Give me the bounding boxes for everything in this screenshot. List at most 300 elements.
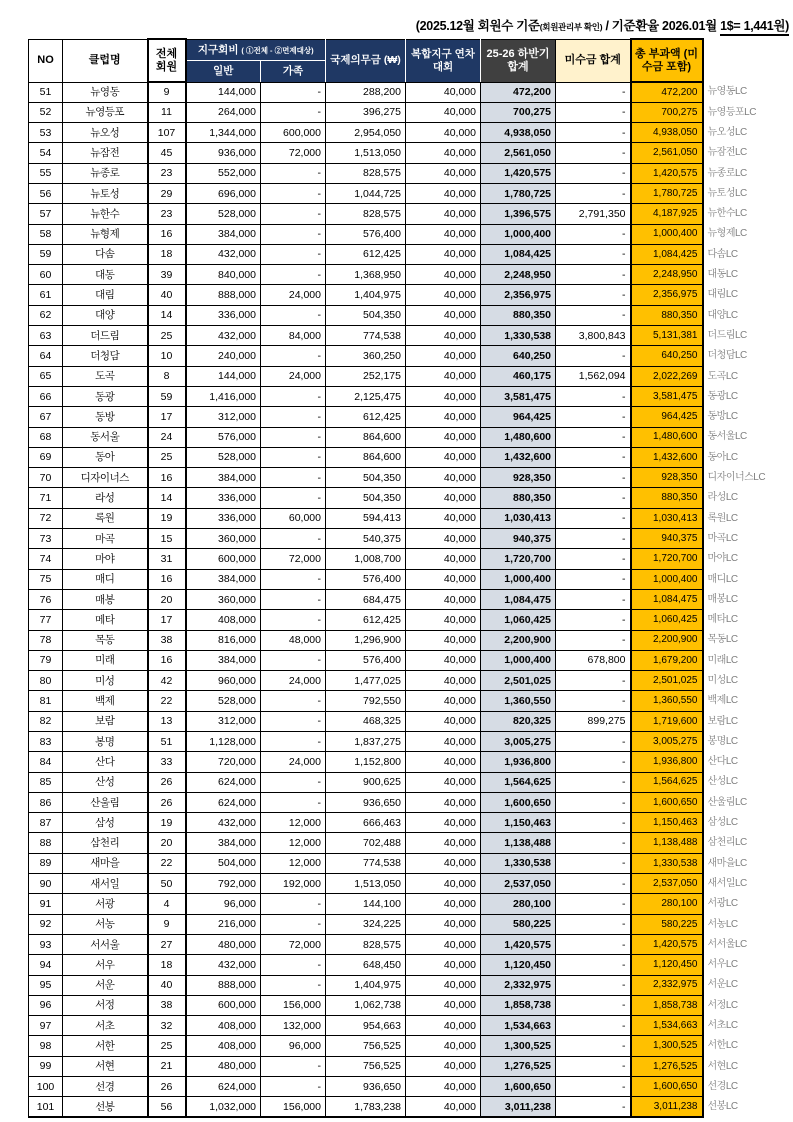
cell-half-total: 280,100 xyxy=(481,894,556,914)
cell-no: 77 xyxy=(29,610,63,630)
cell-receivable: - xyxy=(556,1077,631,1097)
cell-club-label: 목동LC xyxy=(703,630,793,650)
cell-club-name: 서초 xyxy=(63,1016,148,1036)
cell-total-levy: 2,561,050 xyxy=(631,143,703,163)
cell-family-fee: - xyxy=(261,427,326,447)
cell-receivable: - xyxy=(556,813,631,833)
cell-total-levy: 1,564,625 xyxy=(631,772,703,792)
cell-receivable: - xyxy=(556,1036,631,1056)
table-row xyxy=(29,427,793,447)
header-district-fee xyxy=(186,39,326,61)
cell-club-label: 도곡LC xyxy=(703,366,793,386)
header-half-total: 25-26 하반기 합계 xyxy=(481,39,556,82)
cell-club-name: 미래 xyxy=(63,650,148,670)
cell-intl-dues: 936,650 xyxy=(326,1077,406,1097)
cell-no: 59 xyxy=(29,244,63,264)
cell-half-total: 880,350 xyxy=(481,488,556,508)
header-general: 일반 xyxy=(186,61,261,83)
cell-total-levy: 3,581,475 xyxy=(631,386,703,406)
cell-total-levy: 3,011,238 xyxy=(631,1097,703,1117)
cell-total-members: 25 xyxy=(148,447,186,467)
cell-no: 97 xyxy=(29,1016,63,1036)
cell-club-label: 서서울LC xyxy=(703,934,793,954)
cell-total-members: 22 xyxy=(148,853,186,873)
cell-receivable: - xyxy=(556,772,631,792)
cell-club-name: 마곡 xyxy=(63,529,148,549)
cell-total-levy: 1,084,475 xyxy=(631,589,703,609)
cell-family-fee: - xyxy=(261,691,326,711)
cell-no: 70 xyxy=(29,468,63,488)
cell-club-name: 매디 xyxy=(63,569,148,589)
cell-total-levy: 1,432,600 xyxy=(631,447,703,467)
cell-general-fee: 384,000 xyxy=(186,569,261,589)
cell-general-fee: 600,000 xyxy=(186,549,261,569)
cell-convention-fee: 40,000 xyxy=(406,1056,481,1076)
cell-club-name: 목동 xyxy=(63,630,148,650)
cell-no: 98 xyxy=(29,1036,63,1056)
cell-no: 96 xyxy=(29,995,63,1015)
cell-total-levy: 1,600,650 xyxy=(631,792,703,812)
cell-total-levy: 880,350 xyxy=(631,305,703,325)
cell-club-label: 서현LC xyxy=(703,1056,793,1076)
cell-total-levy: 2,501,025 xyxy=(631,671,703,691)
cell-receivable: - xyxy=(556,82,631,102)
cell-family-fee: - xyxy=(261,711,326,731)
cell-receivable: - xyxy=(556,305,631,325)
cell-family-fee: - xyxy=(261,529,326,549)
cell-convention-fee: 40,000 xyxy=(406,1016,481,1036)
cell-intl-dues: 144,100 xyxy=(326,894,406,914)
cell-family-fee: 48,000 xyxy=(261,630,326,650)
cell-receivable: - xyxy=(556,265,631,285)
cell-total-members: 40 xyxy=(148,285,186,305)
cell-total-members: 13 xyxy=(148,711,186,731)
cell-convention-fee: 40,000 xyxy=(406,914,481,934)
table-body xyxy=(29,82,793,1117)
cell-club-label: 서정LC xyxy=(703,995,793,1015)
cell-general-fee: 552,000 xyxy=(186,163,261,183)
cell-intl-dues: 468,325 xyxy=(326,711,406,731)
table-row xyxy=(29,102,793,122)
cell-club-label: 서광LC xyxy=(703,894,793,914)
table-row xyxy=(29,813,793,833)
cell-total-members: 40 xyxy=(148,975,186,995)
cell-no: 67 xyxy=(29,407,63,427)
cell-total-levy: 1,360,550 xyxy=(631,691,703,711)
cell-family-fee: 12,000 xyxy=(261,813,326,833)
cell-half-total: 1,060,425 xyxy=(481,610,556,630)
cell-general-fee: 480,000 xyxy=(186,934,261,954)
cell-club-label: 대림LC xyxy=(703,285,793,305)
cell-no: 80 xyxy=(29,671,63,691)
cell-club-name: 동아 xyxy=(63,447,148,467)
cell-total-members: 22 xyxy=(148,691,186,711)
cell-convention-fee: 40,000 xyxy=(406,995,481,1015)
caption-exchange-label: / 기준환율 2026.01월 xyxy=(602,19,721,33)
cell-general-fee: 480,000 xyxy=(186,1056,261,1076)
table-row xyxy=(29,447,793,467)
cell-total-members: 20 xyxy=(148,833,186,853)
cell-total-levy: 700,275 xyxy=(631,102,703,122)
table-row xyxy=(29,1016,793,1036)
cell-no: 61 xyxy=(29,285,63,305)
cell-convention-fee: 40,000 xyxy=(406,630,481,650)
cell-half-total: 940,375 xyxy=(481,529,556,549)
table-row xyxy=(29,995,793,1015)
cell-no: 81 xyxy=(29,691,63,711)
cell-club-name: 서광 xyxy=(63,894,148,914)
cell-convention-fee: 40,000 xyxy=(406,975,481,995)
table-row xyxy=(29,975,793,995)
cell-intl-dues: 792,550 xyxy=(326,691,406,711)
cell-half-total: 1,600,650 xyxy=(481,1077,556,1097)
cell-receivable: - xyxy=(556,691,631,711)
cell-family-fee: - xyxy=(261,265,326,285)
cell-family-fee: - xyxy=(261,204,326,224)
cell-no: 88 xyxy=(29,833,63,853)
table-row xyxy=(29,914,793,934)
cell-total-members: 20 xyxy=(148,589,186,609)
cell-receivable: - xyxy=(556,447,631,467)
cell-total-levy: 280,100 xyxy=(631,894,703,914)
header-total-levy: 총 부과액 (미수금 포함) xyxy=(631,39,703,82)
cell-total-members: 45 xyxy=(148,143,186,163)
cell-no: 83 xyxy=(29,732,63,752)
cell-half-total: 1,858,738 xyxy=(481,995,556,1015)
cell-family-fee: - xyxy=(261,650,326,670)
cell-club-name: 대동 xyxy=(63,265,148,285)
cell-half-total: 1,276,525 xyxy=(481,1056,556,1076)
table-row xyxy=(29,244,793,264)
cell-general-fee: 528,000 xyxy=(186,447,261,467)
cell-half-total: 1,000,400 xyxy=(481,569,556,589)
cell-club-label: 대동LC xyxy=(703,265,793,285)
cell-general-fee: 408,000 xyxy=(186,610,261,630)
cell-club-name: 뉴영등포 xyxy=(63,102,148,122)
cell-no: 63 xyxy=(29,326,63,346)
cell-family-fee: 132,000 xyxy=(261,1016,326,1036)
table-row xyxy=(29,265,793,285)
cell-receivable: - xyxy=(556,529,631,549)
cell-general-fee: 360,000 xyxy=(186,589,261,609)
cell-receivable: - xyxy=(556,955,631,975)
cell-general-fee: 384,000 xyxy=(186,650,261,670)
cell-club-label: 매디LC xyxy=(703,569,793,589)
cell-half-total: 1,534,663 xyxy=(481,1016,556,1036)
cell-half-total: 880,350 xyxy=(481,305,556,325)
cell-club-label: 뉴오성LC xyxy=(703,123,793,143)
cell-general-fee: 408,000 xyxy=(186,1036,261,1056)
cell-convention-fee: 40,000 xyxy=(406,427,481,447)
cell-half-total: 580,225 xyxy=(481,914,556,934)
cell-half-total: 2,248,950 xyxy=(481,265,556,285)
cell-intl-dues: 360,250 xyxy=(326,346,406,366)
cell-convention-fee: 40,000 xyxy=(406,589,481,609)
cell-convention-fee: 40,000 xyxy=(406,833,481,853)
cell-general-fee: 936,000 xyxy=(186,143,261,163)
cell-total-levy: 1,330,538 xyxy=(631,853,703,873)
cell-intl-dues: 324,225 xyxy=(326,914,406,934)
cell-club-name: 삼성 xyxy=(63,813,148,833)
header-district-fee-label: 지구회비 xyxy=(197,43,239,56)
cell-convention-fee: 40,000 xyxy=(406,650,481,670)
cell-total-levy: 2,022,269 xyxy=(631,366,703,386)
cell-total-levy: 1,060,425 xyxy=(631,610,703,630)
table-row xyxy=(29,366,793,386)
cell-club-label: 동아LC xyxy=(703,447,793,467)
cell-total-members: 14 xyxy=(148,305,186,325)
cell-club-name: 서한 xyxy=(63,1036,148,1056)
cell-club-name: 뉴잠전 xyxy=(63,143,148,163)
cell-club-name: 다솜 xyxy=(63,244,148,264)
table-row xyxy=(29,711,793,731)
cell-general-fee: 624,000 xyxy=(186,792,261,812)
cell-receivable: - xyxy=(556,163,631,183)
cell-half-total: 1,600,650 xyxy=(481,792,556,812)
cell-receivable: - xyxy=(556,874,631,894)
cell-family-fee: - xyxy=(261,386,326,406)
cell-no: 86 xyxy=(29,792,63,812)
cell-total-members: 31 xyxy=(148,549,186,569)
cell-total-levy: 940,375 xyxy=(631,529,703,549)
cell-total-members: 4 xyxy=(148,894,186,914)
cell-convention-fee: 40,000 xyxy=(406,366,481,386)
cell-convention-fee: 40,000 xyxy=(406,488,481,508)
cell-no: 76 xyxy=(29,589,63,609)
cell-club-label: 록원LC xyxy=(703,508,793,528)
cell-convention-fee: 40,000 xyxy=(406,792,481,812)
cell-total-levy: 1,780,725 xyxy=(631,183,703,203)
cell-convention-fee: 40,000 xyxy=(406,183,481,203)
cell-club-label: 메타LC xyxy=(703,610,793,630)
header-total-members: 전체 회원 xyxy=(148,39,186,82)
cell-receivable: - xyxy=(556,589,631,609)
cell-receivable: - xyxy=(556,102,631,122)
cell-club-name: 마야 xyxy=(63,549,148,569)
cell-total-levy: 1,679,200 xyxy=(631,650,703,670)
cell-receivable: - xyxy=(556,244,631,264)
cell-general-fee: 840,000 xyxy=(186,265,261,285)
cell-total-members: 14 xyxy=(148,488,186,508)
cell-club-name: 백제 xyxy=(63,691,148,711)
cell-club-label: 뉴영동LC xyxy=(703,82,793,102)
cell-club-label: 미래LC xyxy=(703,650,793,670)
cell-intl-dues: 612,425 xyxy=(326,244,406,264)
cell-no: 92 xyxy=(29,914,63,934)
cell-family-fee: - xyxy=(261,468,326,488)
cell-receivable: - xyxy=(556,995,631,1015)
cell-family-fee: 156,000 xyxy=(261,995,326,1015)
cell-family-fee: - xyxy=(261,447,326,467)
cell-club-name: 도곡 xyxy=(63,366,148,386)
cell-total-members: 15 xyxy=(148,529,186,549)
cell-half-total: 4,938,050 xyxy=(481,123,556,143)
cell-family-fee: - xyxy=(261,1077,326,1097)
cell-convention-fee: 40,000 xyxy=(406,1036,481,1056)
cell-receivable: - xyxy=(556,143,631,163)
cell-club-name: 선경 xyxy=(63,1077,148,1097)
table-row xyxy=(29,569,793,589)
cell-club-label: 서우LC xyxy=(703,955,793,975)
cell-general-fee: 312,000 xyxy=(186,407,261,427)
cell-club-label: 디자이너스LC xyxy=(703,468,793,488)
table-row xyxy=(29,833,793,853)
table-row xyxy=(29,285,793,305)
cell-family-fee: 84,000 xyxy=(261,326,326,346)
cell-convention-fee: 40,000 xyxy=(406,853,481,873)
cell-no: 78 xyxy=(29,630,63,650)
cell-no: 75 xyxy=(29,569,63,589)
cell-convention-fee: 40,000 xyxy=(406,123,481,143)
cell-half-total: 3,011,238 xyxy=(481,1097,556,1117)
cell-total-levy: 1,600,650 xyxy=(631,1077,703,1097)
table-header xyxy=(29,39,793,82)
cell-no: 56 xyxy=(29,183,63,203)
cell-club-name: 더드림 xyxy=(63,326,148,346)
cell-intl-dues: 1,008,700 xyxy=(326,549,406,569)
cell-convention-fee: 40,000 xyxy=(406,732,481,752)
cell-family-fee: 24,000 xyxy=(261,285,326,305)
cell-total-levy: 1,138,488 xyxy=(631,833,703,853)
cell-no: 65 xyxy=(29,366,63,386)
cell-no: 87 xyxy=(29,813,63,833)
cell-intl-dues: 594,413 xyxy=(326,508,406,528)
cell-general-fee: 432,000 xyxy=(186,813,261,833)
cell-convention-fee: 40,000 xyxy=(406,934,481,954)
cell-total-levy: 4,187,925 xyxy=(631,204,703,224)
cell-club-name: 디자이너스 xyxy=(63,468,148,488)
cell-receivable: - xyxy=(556,732,631,752)
cell-general-fee: 720,000 xyxy=(186,752,261,772)
table-row xyxy=(29,732,793,752)
cell-general-fee: 144,000 xyxy=(186,82,261,102)
cell-total-levy: 1,480,600 xyxy=(631,427,703,447)
cell-half-total: 1,360,550 xyxy=(481,691,556,711)
cell-general-fee: 432,000 xyxy=(186,244,261,264)
cell-family-fee: 96,000 xyxy=(261,1036,326,1056)
cell-half-total: 1,936,800 xyxy=(481,752,556,772)
cell-intl-dues: 756,525 xyxy=(326,1036,406,1056)
cell-intl-dues: 1,404,975 xyxy=(326,285,406,305)
cell-intl-dues: 612,425 xyxy=(326,610,406,630)
header-no: NO xyxy=(29,39,63,82)
cell-convention-fee: 40,000 xyxy=(406,772,481,792)
cell-no: 71 xyxy=(29,488,63,508)
cell-club-label: 매봉LC xyxy=(703,589,793,609)
cell-total-members: 8 xyxy=(148,366,186,386)
cell-receivable: - xyxy=(556,975,631,995)
cell-half-total: 1,780,725 xyxy=(481,183,556,203)
cell-receivable: - xyxy=(556,833,631,853)
cell-total-levy: 1,150,463 xyxy=(631,813,703,833)
cell-total-levy: 2,332,975 xyxy=(631,975,703,995)
cell-no: 62 xyxy=(29,305,63,325)
cell-receivable: - xyxy=(556,1097,631,1117)
cell-total-members: 50 xyxy=(148,874,186,894)
cell-club-name: 산울림 xyxy=(63,792,148,812)
cell-club-name: 대림 xyxy=(63,285,148,305)
cell-club-name: 미성 xyxy=(63,671,148,691)
cell-club-name: 봉명 xyxy=(63,732,148,752)
table-row xyxy=(29,752,793,772)
cell-convention-fee: 40,000 xyxy=(406,711,481,731)
cell-family-fee: - xyxy=(261,732,326,752)
cell-general-fee: 336,000 xyxy=(186,488,261,508)
cell-total-levy: 1,858,738 xyxy=(631,995,703,1015)
cell-club-label: 더드림LC xyxy=(703,326,793,346)
cell-no: 95 xyxy=(29,975,63,995)
cell-total-members: 9 xyxy=(148,914,186,934)
cell-total-members: 56 xyxy=(148,1097,186,1117)
cell-no: 72 xyxy=(29,508,63,528)
cell-intl-dues: 2,954,050 xyxy=(326,123,406,143)
cell-half-total: 3,581,475 xyxy=(481,386,556,406)
cell-total-levy: 5,131,381 xyxy=(631,326,703,346)
cell-convention-fee: 40,000 xyxy=(406,955,481,975)
cell-intl-dues: 954,663 xyxy=(326,1016,406,1036)
table-row xyxy=(29,508,793,528)
cell-half-total: 460,175 xyxy=(481,366,556,386)
cell-convention-fee: 40,000 xyxy=(406,1097,481,1117)
cell-total-members: 11 xyxy=(148,102,186,122)
cell-receivable: 3,800,843 xyxy=(556,326,631,346)
cell-family-fee: 12,000 xyxy=(261,853,326,873)
cell-half-total: 1,432,600 xyxy=(481,447,556,467)
cell-club-label: 삼성LC xyxy=(703,813,793,833)
cell-total-levy: 1,936,800 xyxy=(631,752,703,772)
cell-receivable: 678,800 xyxy=(556,650,631,670)
cell-club-label: 보람LC xyxy=(703,711,793,731)
cell-family-fee: 72,000 xyxy=(261,143,326,163)
cell-intl-dues: 1,368,950 xyxy=(326,265,406,285)
cell-total-levy: 1,120,450 xyxy=(631,955,703,975)
cell-total-levy: 580,225 xyxy=(631,914,703,934)
table-row xyxy=(29,143,793,163)
cell-club-name: 뉴종로 xyxy=(63,163,148,183)
cell-general-fee: 528,000 xyxy=(186,691,261,711)
cell-total-members: 38 xyxy=(148,630,186,650)
cell-general-fee: 336,000 xyxy=(186,508,261,528)
cell-no: 60 xyxy=(29,265,63,285)
cell-half-total: 820,325 xyxy=(481,711,556,731)
cell-intl-dues: 828,575 xyxy=(326,204,406,224)
cell-club-label: 서농LC xyxy=(703,914,793,934)
cell-general-fee: 384,000 xyxy=(186,468,261,488)
cell-total-members: 26 xyxy=(148,792,186,812)
cell-intl-dues: 1,513,050 xyxy=(326,874,406,894)
cell-club-label: 동광LC xyxy=(703,386,793,406)
cell-total-members: 25 xyxy=(148,1036,186,1056)
cell-club-label: 선봉LC xyxy=(703,1097,793,1117)
cell-total-levy: 472,200 xyxy=(631,82,703,102)
cell-receivable: - xyxy=(556,224,631,244)
cell-total-levy: 2,356,975 xyxy=(631,285,703,305)
cell-convention-fee: 40,000 xyxy=(406,874,481,894)
table-row xyxy=(29,529,793,549)
cell-intl-dues: 252,175 xyxy=(326,366,406,386)
cell-general-fee: 336,000 xyxy=(186,305,261,325)
cell-total-members: 42 xyxy=(148,671,186,691)
cell-intl-dues: 702,488 xyxy=(326,833,406,853)
cell-total-levy: 1,000,400 xyxy=(631,569,703,589)
table-row xyxy=(29,589,793,609)
cell-convention-fee: 40,000 xyxy=(406,407,481,427)
cell-club-label: 마야LC xyxy=(703,549,793,569)
cell-family-fee: - xyxy=(261,183,326,203)
cell-intl-dues: 1,783,238 xyxy=(326,1097,406,1117)
cell-receivable: - xyxy=(556,610,631,630)
caption-exchange-rate: 1$= 1,441원) xyxy=(720,19,789,36)
